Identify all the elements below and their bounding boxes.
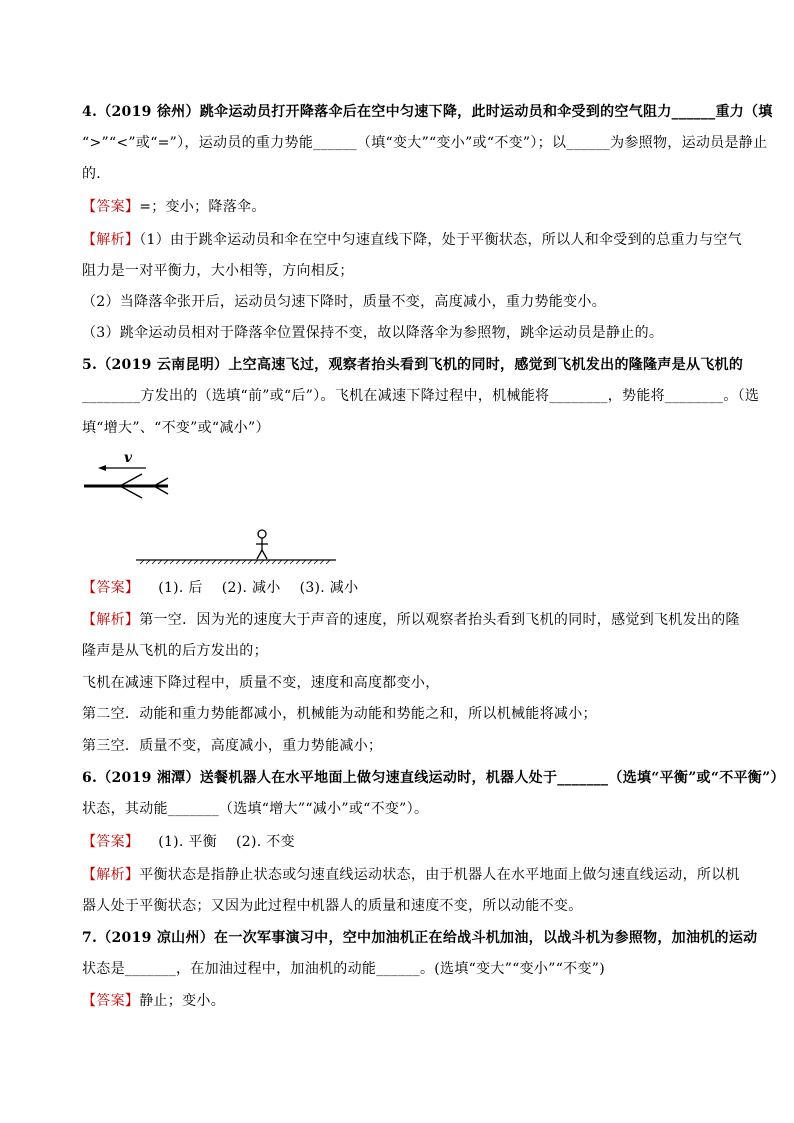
answer-tag: 【答案】 xyxy=(82,580,140,596)
q4-analysis-line2: 阻力是一对平衡力，大小相等，方向相反； xyxy=(82,263,354,279)
q4-stem-line2: “>”“<”或“=”），运动员的重力势能______（填“变大”“变小”或“不变”）；以______为参照物，运动员是静止 xyxy=(82,135,768,151)
q4-analysis-line3: （2）当降落伞张开后，运动员匀速下降时，质量不变，高度减小，重力势能变小。 xyxy=(82,294,607,310)
q5-analysis-line4: 第二空．动能和重力势能都减小，机械能为动能和势能之和，所以机械能将减小； xyxy=(82,706,597,722)
q4-answer-text: =；变小；降落伞。 xyxy=(139,199,266,215)
q5-analysis-line5: 第三空．质量不变，高度减小，重力势能减小； xyxy=(82,738,383,754)
q5-analysis-text1: 第一空．因为光的速度大于声音的速度，所以观察者抬头看到飞机的同时，感觉到飞机发出的隆 xyxy=(139,612,740,628)
airplane-observer-figure xyxy=(80,448,340,568)
velocity-label: v xyxy=(124,450,133,466)
q5-stem-line1: 5.（2019 云南昆明）上空高速飞过，观察者抬头看到飞机的同时，感觉到飞机发出的隆隆声是从飞机的 xyxy=(82,357,744,373)
q7-stem-line2: 状态是_______，在加油过程中，加油机的动能______。(选填“变大”“变小”“不变”) xyxy=(82,961,605,977)
analysis-tag: 【解析】 xyxy=(82,232,140,248)
q5-analysis-line2: 隆声是从飞机的后方发出的； xyxy=(82,643,268,659)
q4-analysis-text1: （1）由于跳伞运动员和伞在空中匀速直线下降，处于平衡状态，所以人和伞受到的总重力与空气 xyxy=(139,232,743,248)
answer-tag: 【答案】 xyxy=(82,993,140,1009)
q7-stem-line1: 7.（2019 凉山州）在一次军事演习中，空中加油机正在给战斗机加油，以战斗机为参照物，加油机的运动 xyxy=(82,930,758,946)
q4-answer xyxy=(82,197,266,217)
velocity-arrowhead xyxy=(98,465,106,471)
q6-answer xyxy=(82,832,295,852)
q5-analysis-line1 xyxy=(82,610,740,630)
q4-analysis-line4: （3）跳伞运动员相对于降落伞位置保持不变，故以降落伞为参照物，跳伞运动员是静止的。 xyxy=(82,325,664,341)
airplane-wing-top xyxy=(120,474,142,486)
q5-answer-text: (1). 后 (2). 减小 (3). 减小 xyxy=(139,580,359,596)
q5-stem-line2: ________方发出的（选填“前”或“后”）。飞机在减速下降过程中，机械能将________，势能将________。（选 xyxy=(82,388,760,404)
observer-figure xyxy=(256,530,268,559)
q4-stem-line1: 4.（2019 徐州）跳伞运动员打开降落伞后在空中匀速下降，此时运动员和伞受到的空气阻力______重力（填 xyxy=(82,104,773,120)
answer-tag: 【答案】 xyxy=(82,834,140,850)
q5-analysis-line3: 飞机在减速下降过程中，质量不变，速度和高度都变小， xyxy=(82,675,440,691)
analysis-tag: 【解析】 xyxy=(82,867,140,883)
airplane-wing-bottom xyxy=(120,486,142,498)
q6-analysis-line1 xyxy=(82,865,740,885)
q6-answer-text: (1). 平衡 (2). 不变 xyxy=(139,834,295,850)
q6-analysis-text1: 平衡状态是指静止状态或匀速直线运动状态，由于机器人在水平地面上做匀速直线运动，所以机 xyxy=(139,867,740,883)
answer-tag: 【答案】 xyxy=(82,199,140,215)
q6-stem-line1: 6.（2019 湘潭）送餐机器人在水平地面上做匀速直线运动时，机器人处于_______（选填“平衡”或“不平衡”） xyxy=(82,770,785,786)
q5-answer xyxy=(82,578,358,598)
q4-analysis-line1 xyxy=(82,230,742,250)
analysis-tag: 【解析】 xyxy=(82,612,140,628)
q6-stem-line2: 状态，其动能_______（选填“增大”“减小”或“不变”）。 xyxy=(82,801,429,817)
q7-answer-text: 静止；变小。 xyxy=(139,993,226,1009)
q7-answer xyxy=(82,991,225,1011)
q5-stem-line3: 填“增大”、“不变”或“减小”） xyxy=(82,420,270,436)
q6-analysis-line2: 器人处于平衡状态；又因为此过程中机器人的质量和速度不变，所以动能不变。 xyxy=(82,898,583,914)
q4-stem-line3: 的. xyxy=(82,166,102,182)
